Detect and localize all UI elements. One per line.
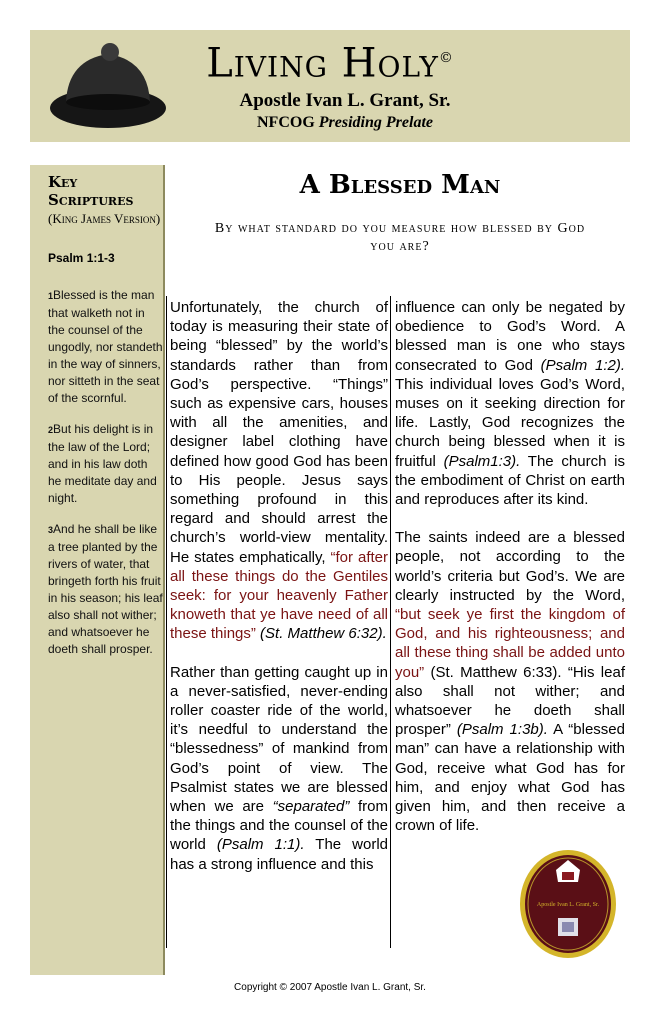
verse-1 <box>48 287 163 407</box>
masthead-org: NFCOG <box>257 114 315 131</box>
text-run: Rather than getting caught up in a never-satisfied, never-ending roller coaster ride of the world, it’s needful to understand the “blessedness” of mankind from God’s point of view. The Psalmist states we are blessed when we are <box>170 663 388 816</box>
text-run: from the things and the counsel of the world <box>170 798 388 854</box>
masthead-title-text: Living Holy <box>206 40 439 87</box>
column-divider <box>390 296 391 948</box>
verse-number: 2 <box>48 425 54 435</box>
text-run: This individual loves God’s Word, muses on it seeking direction for life. Lastly, God recognizes the church being blessed when it is fruitful <box>395 375 625 470</box>
text-run: The church is the embodiment of Christ on earth and reproduces after its kind. <box>395 452 625 509</box>
article-deck: By what standard do you measure how blessed by God you are? <box>214 221 586 254</box>
scripture-quote: “for after all these things do the Gentiles seek: for your heavenly Father knoweth that ye have need of all these things” <box>170 548 388 643</box>
svg-text:Apostle Ivan L. Grant, Sr.: Apostle Ivan L. Grant, Sr. <box>536 902 600 908</box>
scripture-ref: (Psalm 1:2). <box>540 356 625 374</box>
scripture-ref: (Psalm1:3). <box>443 452 521 470</box>
verse-text: But his delight is in the law of the Lord; and in his law doth he meditate day and night. <box>48 422 157 505</box>
article-column-2 <box>395 298 625 854</box>
scripture-ref: (Psalm 1:3b). <box>456 721 548 739</box>
scripture-quote: “but seek ye first the kingdom of God, and his righteousness; and all these thing shall be added unto you” <box>395 606 625 681</box>
footer-copyright: Copyright © 2007 Apostle Ivan L. Grant, Sr. <box>234 982 426 993</box>
text-run: influence can only be negated by obedience to God’s Word. A blessed man is one who stays consecrated to God <box>395 299 625 374</box>
masthead-role-title: Presiding Prelate <box>318 114 433 131</box>
article-column-1 <box>170 298 388 893</box>
verse-number: 3 <box>48 525 54 535</box>
verse-2 <box>48 421 163 507</box>
masthead-role <box>150 114 540 132</box>
verse-text: Blessed is the man that walketh not in the counsel of the ungodly, nor standeth in the way of sinners, nor sitteth in the seat of the scornful. <box>48 288 163 405</box>
sidebar-version: (King James Version) <box>48 211 161 226</box>
ministry-seal-image <box>518 848 618 960</box>
key-scriptures-sidebar <box>30 165 165 975</box>
masthead-title <box>30 36 630 85</box>
verse-3 <box>48 521 163 658</box>
copyright-mark: © <box>438 50 454 66</box>
verse-text: And he shall be like a tree planted by the rivers of water, that bringeth forth his fruit in his season; his leaf also shall not wither; and whatsoever he doeth shall prosper. <box>48 522 163 656</box>
column-divider <box>166 296 167 948</box>
text-run: The world has a strong influence and this <box>170 836 388 873</box>
verse-number: 1 <box>48 291 54 301</box>
paragraph <box>395 528 625 835</box>
text-run: A “blessed man” can have a relationship with God, receive what God has for him, and enjoy what God has given him, and then receive a crown of life. <box>395 721 625 835</box>
paragraph <box>395 298 625 509</box>
scripture-ref: (Psalm 1:1). <box>216 836 305 854</box>
paragraph <box>170 663 388 874</box>
emphasis: “separated” <box>272 798 350 816</box>
sidebar-heading: Key Scriptures <box>48 173 134 209</box>
text-run: (St. Matthew 6:33). “His leaf also shall not wither; and whatsoever he doeth shall prosper” <box>395 663 625 739</box>
scripture-ref: (St. Matthew 6:32). <box>255 625 387 643</box>
text-run: The saints indeed are a blessed people, not according to the world’s criteria but God’s. We are clearly instructed by the Word, <box>395 529 625 604</box>
sidebar-reference: Psalm 1:1-3 <box>48 251 115 265</box>
masthead-author: Apostle Ivan L. Grant, Sr. <box>239 90 451 111</box>
text-run: Unfortunately, the church of today is measuring their state of being “blessed” by the world’s standards rather than from God’s perspective. “Things” such as expensive cars, houses with all the amenities, and designer label clothing have defined how good God has been to His people. Jesus says something profound in this regard and should arrest the church’s world-view mentality. He states emphatically, <box>170 299 388 566</box>
article-title: A Blessed Man <box>299 170 501 200</box>
paragraph <box>170 298 388 644</box>
